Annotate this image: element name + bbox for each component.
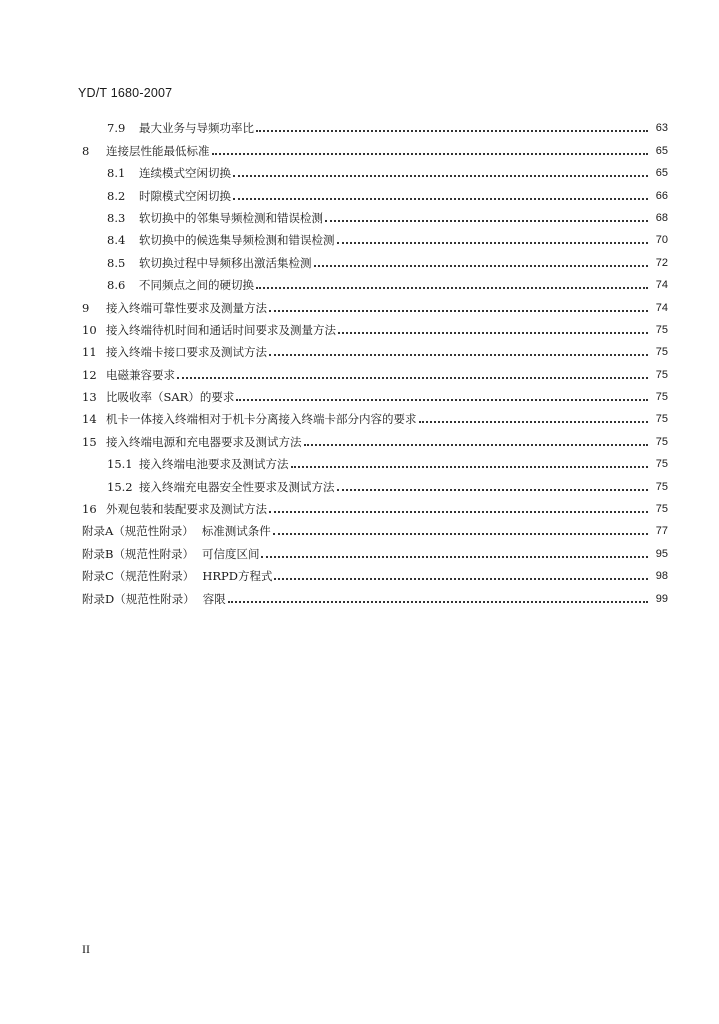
toc-entry (82, 315, 668, 337)
toc-entry-title: 接入终端电池要求及测试方法 (139, 457, 289, 472)
toc-entry-title: 最大业务与导频功率比 (139, 121, 254, 136)
toc-entry (82, 292, 668, 314)
toc-entry (82, 426, 668, 448)
toc-entry-page: 66 (655, 189, 668, 202)
toc-entry-title: 接入终端充电器安全性要求及测试方法 (139, 479, 335, 494)
toc-dot-leader (269, 354, 648, 356)
toc-entry-number: 8.2 (107, 188, 126, 203)
toc-entry-page: 65 (655, 144, 668, 157)
toc-entry-title: 连接层性能最低标准 (106, 143, 210, 158)
toc-entry-title: 软切换中的邻集导频检测和错误检测 (139, 210, 323, 225)
toc-entry-title: 外观包装和装配要求及测试方法 (106, 502, 267, 517)
toc-entry (82, 561, 668, 583)
toc-entry-number: 8.6 (107, 278, 126, 293)
page-number: II (82, 942, 90, 956)
toc-entry-page: 68 (655, 211, 668, 224)
toc-entry-title: HRPD方程式 (202, 569, 273, 584)
toc-entry-page: 95 (655, 547, 668, 560)
toc-entry-number: 7.9 (107, 121, 126, 136)
toc-entry-title: 机卡一体接入终端相对于机卡分离接入终端卡部分内容的要求 (106, 412, 417, 427)
toc-entry-page: 74 (655, 279, 668, 292)
toc-entry-title: 接入终端可靠性要求及测量方法 (106, 300, 267, 315)
toc-entry-number: 附录D（规范性附录） (82, 591, 195, 606)
toc-entry (82, 449, 668, 471)
toc-entry-title: 接入终端待机时间和通话时间要求及测量方法 (106, 322, 336, 337)
toc-dot-leader (256, 287, 648, 289)
toc-dot-leader (304, 444, 649, 446)
toc-entry-page: 99 (655, 592, 668, 605)
toc-entry-page: 77 (655, 525, 668, 538)
toc-dot-leader (273, 533, 648, 535)
toc-entry-page: 75 (655, 435, 668, 448)
toc-entry-title: 软切换中的候选集导频检测和错误检测 (139, 233, 335, 248)
toc-entry-title: 标准测试条件 (201, 524, 271, 539)
document-id: YD/T 1680-2007 (78, 86, 173, 100)
toc-entry-page: 75 (655, 346, 668, 359)
toc-dot-leader (291, 466, 649, 468)
toc-entry-page: 75 (655, 323, 668, 336)
toc-entry-title: 接入终端卡接口要求及测试方法 (106, 345, 267, 360)
toc-entry-number: 附录B（规范性附录） (82, 546, 194, 561)
toc-entry-number: 12 (82, 367, 97, 382)
toc-entry-number: 14 (82, 412, 97, 427)
toc-entry-number: 8.3 (107, 210, 126, 225)
toc-entry-number: 9 (82, 300, 90, 315)
toc-entry-number: 15 (82, 434, 97, 449)
toc-dot-leader (233, 198, 648, 200)
toc-entry-title: 容限 (202, 591, 226, 606)
toc-dot-leader (269, 310, 648, 312)
toc-entry-number: 附录C（规范性附录） (82, 569, 195, 584)
toc-entry-number: 8.1 (107, 166, 126, 181)
toc-dot-leader (212, 153, 649, 155)
toc-entry (82, 359, 668, 381)
toc-entry-page: 70 (655, 234, 668, 247)
toc-entry (82, 113, 668, 135)
toc-entry (82, 270, 668, 292)
toc-entry-title: 软切换过程中导频移出激活集检测 (139, 255, 312, 270)
toc-dot-leader (269, 511, 648, 513)
toc-entry-number: 8 (82, 143, 90, 158)
toc-entry-page: 72 (655, 256, 668, 269)
toc-entry (82, 225, 668, 247)
table-of-contents (82, 113, 668, 606)
toc-entry-number: 16 (82, 502, 97, 517)
toc-entry-number: 13 (82, 390, 97, 405)
toc-dot-leader (337, 242, 649, 244)
toc-dot-leader (261, 556, 648, 558)
toc-entry-number: 15.1 (107, 457, 133, 472)
toc-entry-page: 75 (655, 503, 668, 516)
toc-entry-number: 8.4 (107, 233, 126, 248)
toc-entry-number: 10 (82, 322, 97, 337)
toc-dot-leader (314, 265, 649, 267)
toc-entry (82, 337, 668, 359)
toc-entry (82, 382, 668, 404)
toc-entry-page: 75 (655, 413, 668, 426)
toc-dot-leader (177, 377, 648, 379)
toc-entry (82, 203, 668, 225)
toc-entry (82, 180, 668, 202)
toc-dot-leader (256, 130, 648, 132)
toc-entry (82, 404, 668, 426)
toc-entry-page: 75 (655, 458, 668, 471)
toc-entry-title: 不同频点之间的硬切换 (139, 278, 254, 293)
toc-entry-number: 附录A（规范性附录） (82, 524, 194, 539)
toc-dot-leader (325, 220, 648, 222)
toc-entry (82, 583, 668, 605)
toc-entry (82, 471, 668, 493)
toc-entry (82, 247, 668, 269)
toc-entry (82, 538, 668, 560)
toc-entry-title: 时隙模式空闲切换 (139, 188, 231, 203)
toc-entry-page: 98 (655, 570, 668, 583)
toc-dot-leader (338, 332, 648, 334)
toc-entry-page: 74 (655, 301, 668, 314)
toc-entry (82, 135, 668, 157)
toc-entry-title: 连续模式空闲切换 (139, 166, 231, 181)
toc-entry-page: 63 (655, 122, 668, 135)
toc-entry-number: 11 (82, 345, 97, 360)
toc-dot-leader (274, 578, 648, 580)
toc-entry-page: 75 (655, 391, 668, 404)
toc-entry-page: 75 (655, 368, 668, 381)
toc-entry (82, 158, 668, 180)
toc-entry-number: 15.2 (107, 479, 133, 494)
toc-dot-leader (337, 489, 649, 491)
toc-dot-leader (419, 421, 649, 423)
toc-entry (82, 516, 668, 538)
toc-entry-title: 接入终端电源和充电器要求及测试方法 (106, 434, 302, 449)
toc-entry-page: 75 (655, 480, 668, 493)
toc-entry-title: 比吸收率（SAR）的要求 (106, 390, 235, 405)
toc-entry-title: 可信度区间 (201, 546, 260, 561)
toc-entry (82, 494, 668, 516)
toc-dot-leader (228, 601, 648, 603)
toc-dot-leader (233, 175, 648, 177)
toc-entry-number: 8.5 (107, 255, 126, 270)
toc-entry-page: 65 (655, 167, 668, 180)
toc-dot-leader (236, 399, 648, 401)
toc-entry-title: 电磁兼容要求 (106, 367, 175, 382)
